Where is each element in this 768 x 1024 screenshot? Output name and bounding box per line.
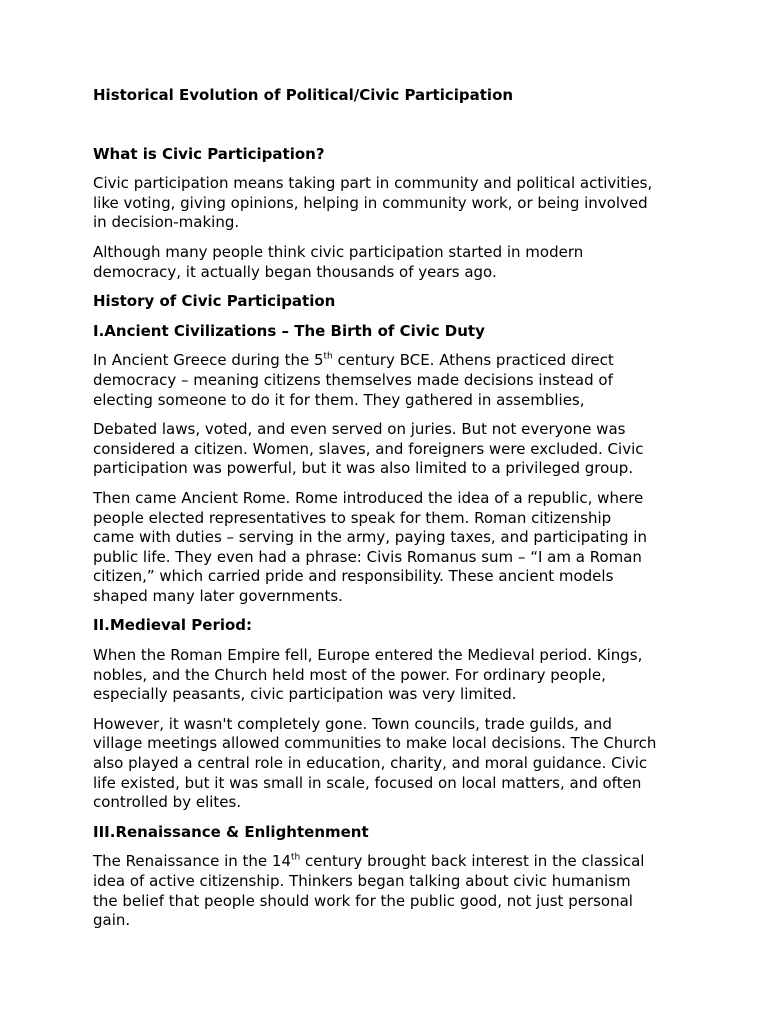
paragraph-ancient-3 bbox=[93, 489, 693, 607]
text-line: considered a citizen. Women, slaves, and foreigners were excluded. Civic bbox=[93, 439, 644, 458]
text-line: controlled by elites. bbox=[93, 793, 242, 812]
text-line: Civic participation means taking part in community and political activities, bbox=[93, 174, 653, 193]
paragraph-renaissance-1 bbox=[93, 852, 693, 930]
text-line: village meetings allowed communities to make local decisions. The Church bbox=[93, 734, 657, 753]
text-line: idea of active citizenship. Thinkers began talking about civic humanism bbox=[93, 872, 631, 890]
text-line: public life. They even had a phrase: Civis Romanus sum – “I am a Roman bbox=[93, 547, 642, 566]
text-run: century brought back interest in the classical bbox=[300, 852, 645, 871]
section-heading-medieval: II.Medieval Period: bbox=[93, 616, 253, 635]
section-heading-history: History of Civic Participation bbox=[93, 292, 336, 311]
paragraph-medieval-2 bbox=[93, 715, 693, 813]
text-line: When the Roman Empire fell, Europe entered the Medieval period. Kings, bbox=[93, 646, 643, 665]
text-line: citizen,” which carried pride and responsibility. These ancient models bbox=[93, 567, 614, 586]
text-line: Debated laws, voted, and even served on juries. But not everyone was bbox=[93, 420, 626, 439]
text-line: life existed, but it was small in scale, focused on local matters, and often bbox=[93, 773, 642, 792]
superscript: th bbox=[291, 852, 301, 863]
text-line: also played a central role in education, charity, and moral guidance. Civic bbox=[93, 754, 648, 773]
text-line: like voting, giving opinions, helping in community work, or being involved bbox=[93, 193, 648, 212]
section-heading-what-is: What is Civic Participation? bbox=[93, 144, 325, 163]
text-line: However, it wasn't completely gone. Town councils, trade guilds, and bbox=[93, 714, 612, 733]
text-run: The Renaissance in the 14 bbox=[93, 852, 291, 871]
document-body bbox=[93, 86, 693, 931]
text-line: democracy, it actually began thousands of years ago. bbox=[93, 262, 497, 281]
text-line: Then came Ancient Rome. Rome introduced the idea of a republic, where bbox=[93, 488, 644, 507]
text-run: century BCE. Athens practiced direct bbox=[332, 351, 614, 370]
text-line: Although many people think civic participation started in modern bbox=[93, 242, 584, 261]
paragraph-ancient-2 bbox=[93, 420, 693, 479]
section-heading-renaissance: III.Renaissance & Enlightenment bbox=[93, 822, 369, 841]
paragraph-ancient-1 bbox=[93, 351, 693, 410]
text-line bbox=[93, 351, 693, 371]
text-line: participation was powerful, but it was also limited to a privileged group. bbox=[93, 459, 634, 478]
superscript: th bbox=[323, 351, 333, 362]
text-line: shaped many later governments. bbox=[93, 586, 343, 605]
text-line: nobles, and the Church held most of the power. For ordinary people, bbox=[93, 665, 606, 684]
paragraph-what-is-1 bbox=[93, 174, 693, 233]
text-line: gain. bbox=[93, 911, 131, 930]
document-title: Historical Evolution of Political/Civic Participation bbox=[93, 86, 514, 104]
text-line: electing someone to do it for them. They gathered in assemblies, bbox=[93, 390, 585, 409]
text-line: came with duties – serving in the army, paying taxes, and participating in bbox=[93, 528, 647, 547]
text-line: in decision-making. bbox=[93, 213, 240, 232]
text-line: the belief that people should work for the public good, not just personal bbox=[93, 891, 633, 910]
section-heading-ancient: I.Ancient Civilizations – The Birth of Civic Duty bbox=[93, 321, 485, 340]
paragraph-what-is-2 bbox=[93, 243, 693, 282]
text-run: In Ancient Greece during the 5 bbox=[93, 351, 324, 370]
text-line: especially peasants, civic participation was very limited. bbox=[93, 685, 517, 704]
text-line bbox=[93, 852, 693, 872]
paragraph-medieval-1 bbox=[93, 646, 693, 705]
text-line: people elected representatives to speak for them. Roman citizenship bbox=[93, 508, 612, 527]
text-line: democracy – meaning citizens themselves made decisions instead of bbox=[93, 370, 613, 389]
